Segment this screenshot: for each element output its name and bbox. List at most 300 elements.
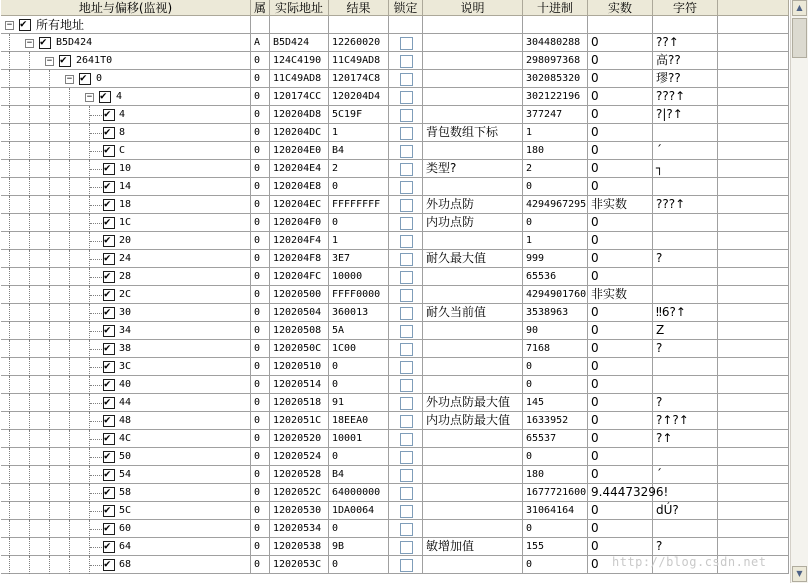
tree-connector [90,475,104,476]
collapse-icon[interactable]: − [86,92,93,102]
tree-guide-line [69,484,70,502]
tree-guide-line [89,304,90,322]
watch-checkbox[interactable] [79,73,91,85]
tree-guide-line [49,448,50,466]
description-cell[interactable] [423,376,523,394]
offset-label: 40 [119,379,132,390]
decimal-cell: 302122196 [523,88,588,106]
table-row[interactable] [1,358,789,376]
lock-cell[interactable] [389,160,423,178]
header-description[interactable]: 说明 [423,0,523,16]
real-cell: 0 [588,178,653,196]
description-cell[interactable] [423,556,523,574]
address-tree-cell[interactable] [1,250,251,268]
tree-guide-line [29,70,30,88]
lock-checkbox[interactable] [400,37,413,50]
description-cell[interactable] [423,232,523,250]
address-tree-cell[interactable] [1,160,251,178]
description-cell[interactable]: 内功点防 [423,214,523,232]
real-address-cell: 12020514 [270,376,329,394]
tree-guide-line [89,520,90,538]
table-row[interactable] [1,160,789,178]
lock-cell[interactable] [389,88,423,106]
tree-guide-line [69,556,70,574]
chars-cell: ? [653,538,718,556]
chars-cell: ?↑ [653,430,718,448]
attr-cell: 0 [251,304,270,322]
table-row[interactable] [1,214,789,232]
address-tree-cell[interactable] [1,358,251,376]
table-row[interactable] [1,250,789,268]
lock-checkbox[interactable] [400,217,413,230]
lock-cell[interactable] [389,412,423,430]
lock-checkbox[interactable] [400,55,413,68]
watch-checkbox[interactable] [103,145,115,157]
lock-checkbox[interactable] [400,127,413,140]
tree-guide-line [49,502,50,520]
address-tree-cell[interactable] [1,304,251,322]
real-cell: 0 [588,304,653,322]
tree-guide-line [49,214,50,232]
tree-guide-line [69,430,70,448]
real-cell: 0 [588,556,653,574]
watch-checkbox[interactable] [103,397,115,409]
lock-cell[interactable] [389,178,423,196]
address-tree-cell[interactable] [1,34,251,52]
description-cell[interactable] [423,448,523,466]
address-tree-cell[interactable] [1,412,251,430]
watch-checkbox[interactable] [103,109,115,121]
watch-checkbox[interactable] [103,343,115,355]
decimal-cell: 31064164 [523,502,588,520]
watch-checkbox[interactable] [103,469,115,481]
description-cell[interactable]: 类型? [423,160,523,178]
table-row[interactable] [1,412,789,430]
tree-guide-line [9,538,10,556]
attr-cell: 0 [251,70,270,88]
lock-checkbox[interactable] [400,253,413,266]
result-cell: 0 [329,376,389,394]
tree-guide-line [69,196,70,214]
tree-guide-line [69,142,70,160]
table-row[interactable] [1,88,789,106]
address-tree-cell[interactable] [1,88,251,106]
attr-cell: 0 [251,214,270,232]
lock-checkbox[interactable] [400,487,413,500]
description-cell[interactable] [423,268,523,286]
watch-checkbox[interactable] [103,415,115,427]
description-cell[interactable] [423,358,523,376]
watch-checkbox[interactable] [19,19,31,31]
watch-checkbox[interactable] [103,199,115,211]
address-tree-cell[interactable] [1,16,251,34]
watch-checkbox[interactable] [103,289,115,301]
watch-checkbox[interactable] [103,379,115,391]
chars-cell [653,232,718,250]
table-row[interactable] [1,322,789,340]
real-cell: 0 [588,466,653,484]
attr-cell: 0 [251,286,270,304]
lock-cell[interactable] [389,214,423,232]
chars-cell: ?|?↑ [653,106,718,124]
address-tree-cell[interactable] [1,484,251,502]
scroll-down-button[interactable]: ▼ [792,566,807,582]
table-row[interactable] [1,142,789,160]
description-cell[interactable] [423,70,523,88]
address-label: 0 [96,73,103,84]
lock-checkbox[interactable] [400,235,413,248]
tree-guide-line [9,52,10,70]
description-cell[interactable] [423,484,523,502]
result-cell: 120174C8 [329,70,389,88]
tree-guide-line [69,232,70,250]
table-row[interactable] [1,448,789,466]
lock-cell[interactable] [389,430,423,448]
header-address-offset[interactable]: 地址与偏移(监视) [1,0,251,16]
lock-checkbox[interactable] [400,181,413,194]
lock-checkbox[interactable] [400,541,413,554]
lock-cell[interactable] [389,124,423,142]
tree-guide-line [29,160,30,178]
watch-checkbox[interactable] [103,181,115,193]
table-row[interactable] [1,124,789,142]
table-row[interactable] [1,502,789,520]
lock-cell[interactable] [389,34,423,52]
lock-checkbox[interactable] [400,523,413,536]
description-cell[interactable] [423,340,523,358]
decimal-cell: 145 [523,394,588,412]
tree-connector [90,259,104,260]
address-tree-cell[interactable] [1,232,251,250]
offset-label: 58 [119,487,132,498]
lock-cell[interactable] [389,52,423,70]
result-cell: 2 [329,160,389,178]
watch-checkbox[interactable] [103,433,115,445]
chars-cell [653,376,718,394]
offset-label: 54 [119,469,132,480]
description-cell[interactable] [423,16,523,34]
lock-checkbox[interactable] [400,199,413,212]
tree-guide-line [29,142,30,160]
header-real[interactable]: 实数 [588,0,653,16]
lock-cell[interactable] [389,448,423,466]
table-row[interactable] [1,484,789,502]
description-cell[interactable] [423,520,523,538]
lock-checkbox[interactable] [400,559,413,572]
result-cell: FFFF0000 [329,286,389,304]
table-row[interactable] [1,394,789,412]
real-cell: 0 [588,106,653,124]
lock-cell[interactable] [389,250,423,268]
lock-cell[interactable] [389,268,423,286]
tree-connector [90,439,104,440]
tree-guide-line [9,250,10,268]
description-cell[interactable] [423,34,523,52]
real-address-cell: 120204E4 [270,160,329,178]
watch-checkbox[interactable] [103,541,115,553]
description-cell[interactable]: 外功点防 [423,196,523,214]
table-row[interactable] [1,232,789,250]
address-tree-cell[interactable] [1,538,251,556]
watch-checkbox[interactable] [103,325,115,337]
collapse-icon[interactable]: − [26,38,33,48]
chars-cell: ???↑ [653,88,718,106]
lock-cell[interactable] [389,106,423,124]
address-tree-cell[interactable] [1,556,251,574]
real-address-cell: 1202051C [270,412,329,430]
filler-cell [718,70,789,88]
watch-checkbox[interactable] [103,271,115,283]
chars-cell: ??↑ [653,34,718,52]
description-cell[interactable] [423,430,523,448]
header-filler[interactable] [718,0,789,16]
watch-checkbox[interactable] [103,505,115,517]
chars-cell: ? [653,340,718,358]
tree-guide-line [49,394,50,412]
watch-checkbox[interactable] [99,91,111,103]
address-tree-cell[interactable] [1,430,251,448]
lock-checkbox[interactable] [400,361,413,374]
tree-connector [90,367,104,368]
watch-checkbox[interactable] [103,487,115,499]
description-cell[interactable]: 内功点防最大值 [423,412,523,430]
real-address-cell: 120204E0 [270,142,329,160]
description-cell[interactable] [423,466,523,484]
header-result[interactable]: 结果 [329,0,389,16]
real-address-cell: 12020528 [270,466,329,484]
description-cell[interactable] [423,106,523,124]
lock-checkbox[interactable] [400,343,413,356]
address-tree-cell[interactable] [1,268,251,286]
table-row[interactable] [1,340,789,358]
address-tree-cell[interactable] [1,196,251,214]
address-label: 4 [116,91,123,102]
attr-cell [251,16,270,34]
lock-cell[interactable] [389,304,423,322]
filler-cell [718,16,789,34]
filler-cell [718,394,789,412]
lock-cell[interactable] [389,484,423,502]
lock-cell[interactable] [389,340,423,358]
collapse-icon[interactable]: − [6,20,13,30]
tree-guide-line [89,106,90,124]
vertical-scrollbar[interactable] [790,0,808,583]
collapse-icon[interactable]: − [66,74,73,84]
lock-checkbox[interactable] [400,325,413,338]
lock-checkbox[interactable] [400,505,413,518]
tree-guide-line [29,124,30,142]
address-tree-cell[interactable] [1,124,251,142]
lock-checkbox[interactable] [400,73,413,86]
lock-cell[interactable] [389,502,423,520]
description-cell[interactable]: 外功点防最大值 [423,394,523,412]
description-cell[interactable]: 耐久最大值 [423,250,523,268]
lock-checkbox[interactable] [400,469,413,482]
lock-checkbox[interactable] [400,451,413,464]
result-cell: 5A [329,322,389,340]
lock-cell[interactable] [389,70,423,88]
tree-guide-line [89,322,90,340]
table-row[interactable] [1,106,789,124]
table-row[interactable] [1,268,789,286]
attr-cell: 0 [251,142,270,160]
filler-cell [718,178,789,196]
real-cell: 0 [588,160,653,178]
lock-cell[interactable] [389,358,423,376]
address-tree-cell[interactable] [1,520,251,538]
description-cell[interactable] [423,322,523,340]
offset-label: 4C [119,433,132,444]
description-cell[interactable] [423,142,523,160]
header-chars[interactable]: 字符 [653,0,718,16]
address-label: 所有地址 [36,18,85,32]
scroll-thumb[interactable] [792,18,807,58]
table-row[interactable] [1,52,789,70]
lock-checkbox[interactable] [400,91,413,104]
watch-checkbox[interactable] [103,235,115,247]
result-cell: 120204D4 [329,88,389,106]
table-row[interactable] [1,466,789,484]
scroll-up-button[interactable]: ▲ [792,0,807,16]
real-address-cell: 120204DC [270,124,329,142]
table-row[interactable] [1,196,789,214]
watch-checkbox[interactable] [103,163,115,175]
chars-cell [653,178,718,196]
attr-cell: 0 [251,430,270,448]
watch-checkbox[interactable] [103,361,115,373]
header-attr[interactable]: 属 [251,0,270,16]
header-lock[interactable]: 锁定 [389,0,423,16]
description-cell[interactable] [423,178,523,196]
lock-checkbox[interactable] [400,415,413,428]
tree-guide-line [29,52,30,70]
chars-cell: ┐ [653,160,718,178]
watch-checkbox[interactable] [103,253,115,265]
memory-watch-grid [1,0,789,583]
table-row[interactable] [1,520,789,538]
header-real-address[interactable]: 实际地址 [270,0,329,16]
description-cell[interactable] [423,52,523,70]
address-tree-cell[interactable] [1,394,251,412]
description-cell[interactable]: 背包数组下标 [423,124,523,142]
description-cell[interactable] [423,88,523,106]
address-tree-cell[interactable] [1,214,251,232]
address-tree-cell[interactable] [1,178,251,196]
lock-cell[interactable] [389,376,423,394]
offset-label: 50 [119,451,132,462]
lock-checkbox[interactable] [400,109,413,122]
lock-cell[interactable] [389,322,423,340]
address-tree-cell[interactable] [1,376,251,394]
lock-checkbox[interactable] [400,289,413,302]
tree-guide-line [9,214,10,232]
lock-checkbox[interactable] [400,397,413,410]
real-address-cell: 12020518 [270,394,329,412]
description-cell[interactable]: 敏增加值 [423,538,523,556]
tree-guide-line [69,340,70,358]
address-tree-cell[interactable] [1,466,251,484]
tree-guide-line [49,556,50,574]
tree-guide-line [89,502,90,520]
watch-checkbox[interactable] [103,523,115,535]
lock-cell[interactable] [389,232,423,250]
attr-cell: 0 [251,106,270,124]
lock-checkbox[interactable] [400,307,413,320]
attr-cell: 0 [251,124,270,142]
offset-label: 8 [119,127,126,138]
collapse-icon[interactable]: − [46,56,53,66]
lock-cell[interactable] [389,286,423,304]
table-row[interactable] [1,304,789,322]
filler-cell [718,304,789,322]
address-tree-cell[interactable] [1,340,251,358]
attr-cell: 0 [251,250,270,268]
address-tree-cell[interactable] [1,322,251,340]
tree-root-row[interactable] [1,16,789,34]
watch-checkbox[interactable] [103,451,115,463]
address-tree-cell[interactable] [1,448,251,466]
lock-cell[interactable] [389,520,423,538]
tree-guide-line [89,286,90,304]
real-address-cell [270,16,329,34]
lock-cell[interactable] [389,196,423,214]
tree-guide-line [9,268,10,286]
watch-checkbox[interactable] [103,307,115,319]
watch-checkbox[interactable] [103,217,115,229]
table-row[interactable] [1,34,789,52]
table-row[interactable] [1,430,789,448]
lock-checkbox[interactable] [400,163,413,176]
table-row[interactable] [1,178,789,196]
address-tree-cell[interactable] [1,502,251,520]
watch-checkbox[interactable] [39,37,51,49]
real-address-cell: B5D424 [270,34,329,52]
result-cell: 1C00 [329,340,389,358]
tree-connector [90,331,104,332]
lock-checkbox[interactable] [400,271,413,284]
lock-cell[interactable] [389,538,423,556]
address-tree-cell[interactable] [1,142,251,160]
watch-checkbox[interactable] [103,559,115,571]
address-tree-cell[interactable] [1,106,251,124]
lock-checkbox[interactable] [400,379,413,392]
table-row[interactable] [1,70,789,88]
table-row[interactable] [1,376,789,394]
table-row[interactable] [1,286,789,304]
watch-checkbox[interactable] [59,55,71,67]
address-tree-cell[interactable] [1,70,251,88]
description-cell[interactable] [423,286,523,304]
filler-cell [718,34,789,52]
header-decimal[interactable]: 十进制 [523,0,588,16]
lock-cell[interactable] [389,466,423,484]
lock-checkbox[interactable] [400,433,413,446]
description-cell[interactable]: 耐久当前值 [423,304,523,322]
watch-checkbox[interactable] [103,127,115,139]
tree-guide-line [89,268,90,286]
lock-cell [389,16,423,34]
table-row[interactable] [1,538,789,556]
description-cell[interactable] [423,502,523,520]
lock-checkbox[interactable] [400,145,413,158]
lock-cell[interactable] [389,394,423,412]
address-tree-cell[interactable] [1,52,251,70]
result-cell: 64000000 [329,484,389,502]
lock-cell[interactable] [389,556,423,574]
real-cell: 0 [588,502,653,520]
address-tree-cell[interactable] [1,286,251,304]
lock-cell[interactable] [389,142,423,160]
